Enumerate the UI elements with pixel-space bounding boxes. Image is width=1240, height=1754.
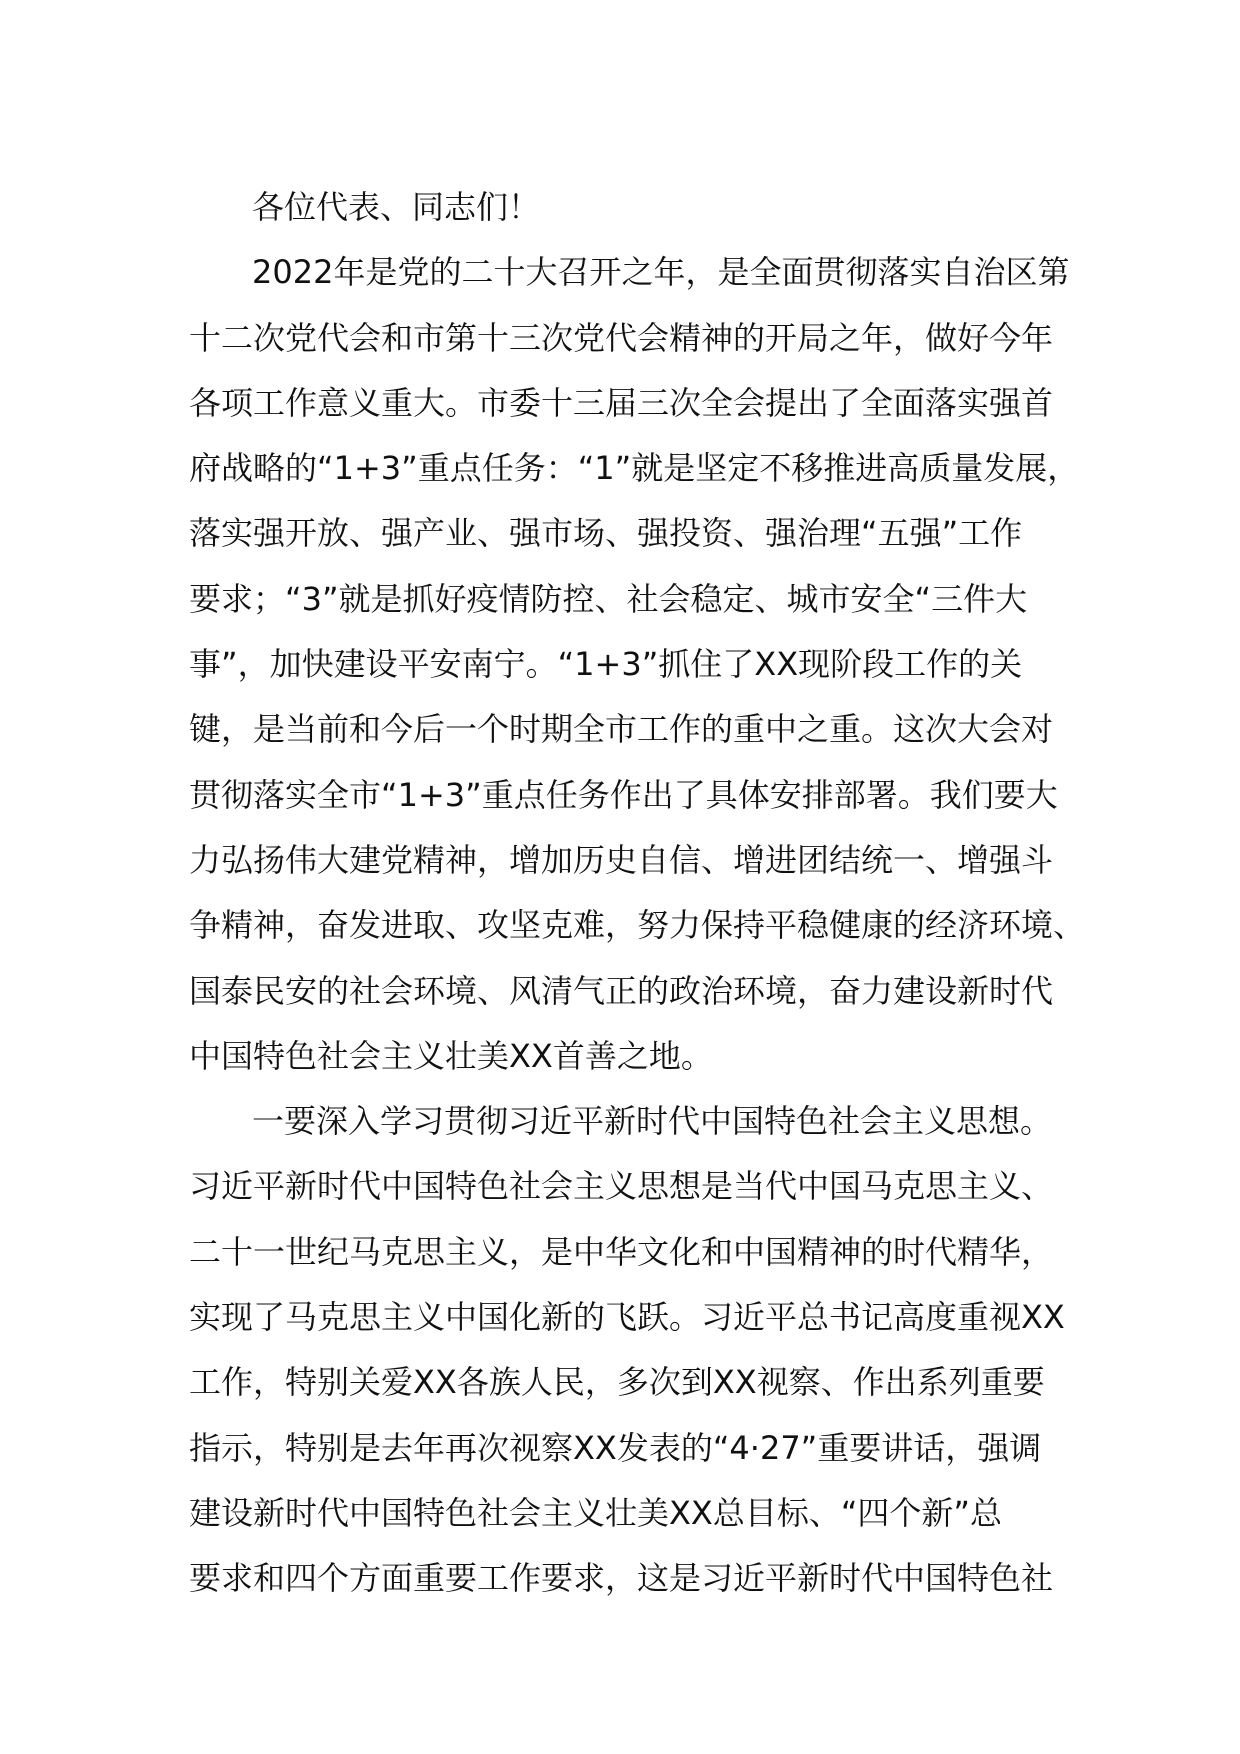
section-heading-line: 一要深入学习贯彻习近平新时代中国特色社会主义思想。 <box>252 1102 1053 1141</box>
greeting-line: 各位代表、同志们！ <box>252 188 541 226</box>
text-line: 国泰民安的社会环境、风清气正的政治环境，奋力建设新时代 <box>189 971 1054 1010</box>
text-line: 建设新时代中国特色社会主义壮美XX总目标、“四个新”总 <box>189 1493 1003 1532</box>
text-line: 要求；“3”就是抓好疫情防控、社会稳定、城市安全“三件大 <box>189 579 1028 618</box>
text-line: 事”，加快建设平安南宁。“1+3”抓住了XX现阶段工作的关 <box>189 645 1023 684</box>
text-line: 2022年是党的二十大召开之年，是全面贯彻落实自治区第 <box>252 253 1070 292</box>
text-line: 各项工作意义重大。市委十三届三次全会提出了全面落实强首 <box>189 383 1054 422</box>
text-line: 工作，特别关爱XX各族人民，多次到XX视察、作出系列重要 <box>189 1363 1045 1402</box>
text-line: 府战略的“1+3”重点任务：“1”就是坚定不移推进高质量发展， <box>189 449 1080 488</box>
text-line: 实现了马克思主义中国化新的飞跃。习近平总书记高度重视XX <box>189 1298 1065 1337</box>
text-line: 争精神，奋发进取、攻坚克难，努力保持平稳健康的经济环境、 <box>189 906 1086 945</box>
text-line: 二十一世纪马克思主义，是中华文化和中国精神的时代精华， <box>189 1232 1054 1271</box>
text-line: 十二次党代会和市第十三次党代会精神的开局之年，做好今年 <box>189 318 1054 357</box>
text-line: 键，是当前和今后一个时期全市工作的重中之重。这次大会对 <box>189 710 1054 749</box>
text-line: 中国特色社会主义壮美XX首善之地。 <box>189 1036 713 1075</box>
text-line: 要求和四个方面重要工作要求，这是习近平新时代中国特色社 <box>189 1559 1054 1598</box>
text-line: 习近平新时代中国特色社会主义思想是当代中国马克思主义、 <box>189 1167 1054 1206</box>
text-line: 落实强开放、强产业、强市场、强投资、强治理“五强”工作 <box>189 514 1023 553</box>
text-line: 力弘扬伟大建党精神，增加历史自信、增进团结统一、增强斗 <box>189 840 1054 879</box>
text-line: 贯彻落实全市“1+3”重点任务作出了具体安排部署。我们要大 <box>189 775 1058 814</box>
text-line: 指示，特别是去年再次视察XX发表的“4·27”重要讲话，强调 <box>189 1428 1042 1467</box>
document-body <box>189 175 1086 1612</box>
